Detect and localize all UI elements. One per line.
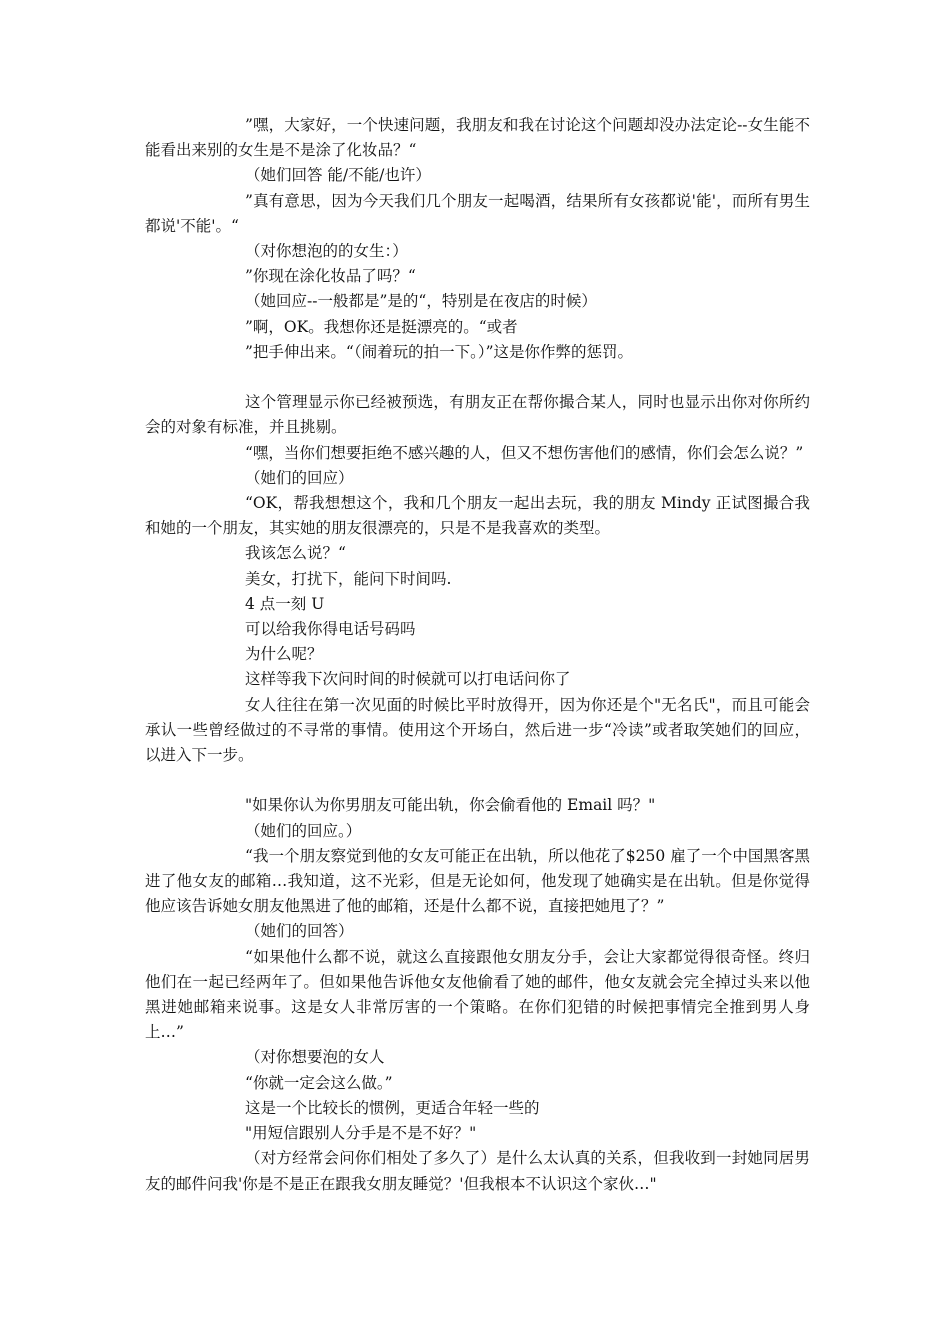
document-body [145, 113, 810, 1197]
paragraph: "如果你认为你男朋友可能出轨，你会偷看他的 Email 吗？" [245, 796, 656, 815]
paragraph: （她们回答 能/不能/也许） [245, 166, 431, 185]
paragraph: “你就一定会这么做。” [245, 1073, 393, 1092]
blank-line [145, 365, 810, 390]
paragraph: 可以给我你得电话号码吗 [245, 620, 416, 639]
paragraph: ”你现在涂化妆品了吗？“ [245, 267, 416, 286]
paragraph: （她们的回应） [245, 468, 354, 487]
paragraph: 这样等我下次问时间的时候就可以打电话问你了 [245, 670, 571, 689]
blank-line [145, 768, 810, 793]
paragraph: 这是一个比较长的惯例，更适合年轻一些的 [245, 1098, 540, 1117]
paragraph: “如果他什么都不说，就这么直接跟他女朋友分手，会让大家都觉得很奇怪。终归他们在一起已经两年了。但如果他告诉他女友他偷看了她的邮件，他女友就会完全掉过头来以他黑进她邮箱来说事。这是女人非常厉害的一个策略。在你们犯错的时候把事情完全推到男人身上…” [145, 947, 810, 1042]
paragraph: ”把手伸出来。“（闹着玩的拍一下。）”这是你作弊的惩罚。 [245, 342, 634, 361]
paragraph: 这个管理显示你已经被预选，有朋友正在帮你撮合某人，同时也显示出你对你所约会的对象有标准，并且挑剔。 [145, 393, 810, 437]
paragraph: （她们的回答） [245, 922, 354, 941]
paragraph: “OK，帮我想想这个，我和几个朋友一起出去玩，我的朋友 Mindy 正试图撮合我和她的一个朋友，其实她的朋友很漂亮的，只是不是我喜欢的类型。 [145, 494, 810, 538]
paragraph: 我该怎么说？“ [245, 544, 346, 563]
paragraph: （她回应--一般都是”是的“，特别是在夜店的时候） [245, 292, 597, 311]
paragraph: ”真有意思，因为今天我们几个朋友一起喝酒，结果所有女孩都说'能'，而所有男生都说'不能'。“ [145, 191, 810, 235]
paragraph: 女人往往在第一次见面的时候比平时放得开，因为你还是个"无名氏"，而且可能会承认一些曾经做过的不寻常的事情。使用这个开场白，然后进一步“冷读”或者取笑她们的回应，以进入下一步。 [145, 695, 810, 765]
paragraph: “我一个朋友察觉到他的女友可能正在出轨，所以他花了$250 雇了一个中国黑客黑进了他女友的邮箱…我知道，这不光彩，但是无论如何，他发现了她确实是在出轨。但是你觉得他应该告诉她女朋友他黑进了他的邮箱，还是什么都不说，直接把她甩了？” [145, 846, 810, 916]
paragraph: （她们的回应。） [245, 821, 362, 840]
paragraph: 美女，打扰下，能问下时间吗. [245, 569, 452, 588]
paragraph: （对你想泡的的女生：） [245, 242, 408, 261]
paragraph: "用短信跟别人分手是不是不好？" [245, 1124, 477, 1143]
paragraph: “嘿，当你们想要拒绝不感兴趣的人，但又不想伤害他们的感情，你们会怎么说？” [245, 443, 804, 462]
paragraph: 为什么呢？ [245, 645, 323, 664]
paragraph: ”啊，OK。我想你还是挺漂亮的。“或者 [245, 317, 518, 336]
paragraph: 4 点一刻 U [245, 594, 325, 613]
paragraph: （对方经常会问你们相处了多久了）是什么太认真的关系，但我收到一封她同居男友的邮件问我'你是不是正在跟我女朋友睡觉？'但我根本不认识这个家伙…" [145, 1149, 810, 1193]
paragraph: （对你想要泡的女人 [245, 1048, 385, 1067]
paragraph: ”嘿，大家好，一个快速问题，我朋友和我在讨论这个问题却没办法定论--女生能不能看出来别的女生是不是涂了化妆品？“ [145, 116, 810, 160]
